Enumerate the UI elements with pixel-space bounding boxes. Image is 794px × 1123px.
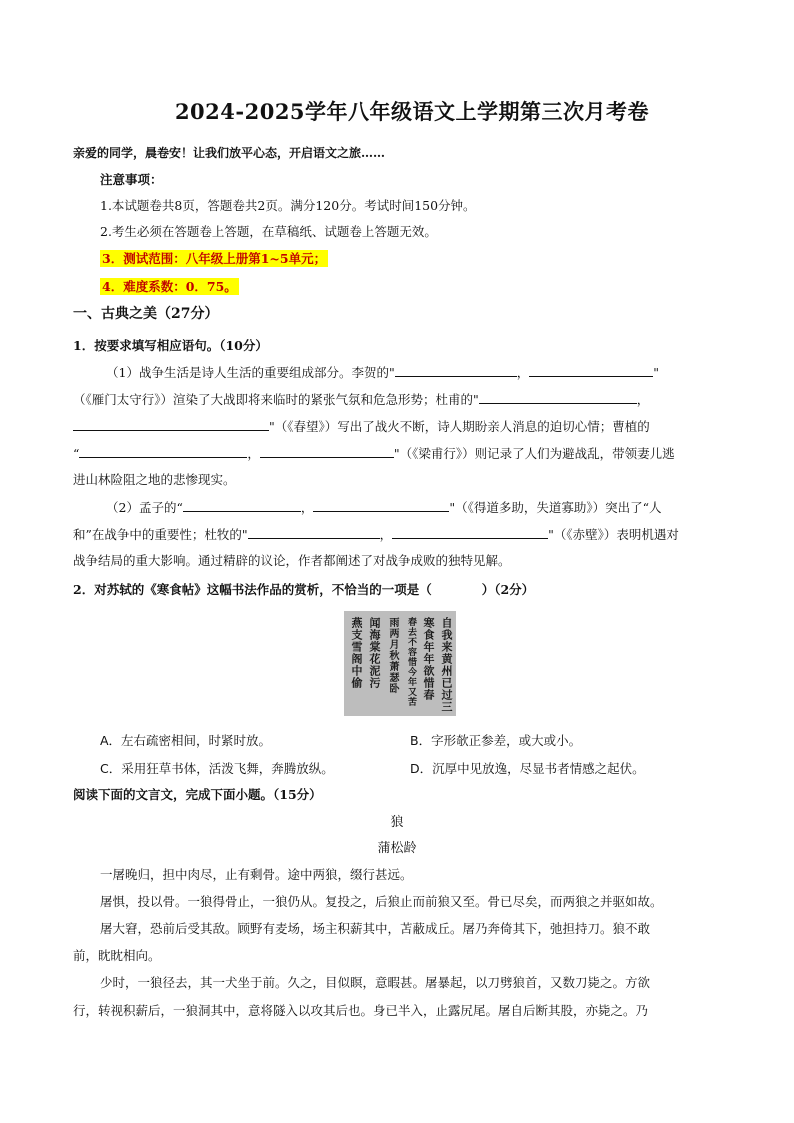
answer-blank[interactable] <box>395 364 517 377</box>
greeting: 亲爱的同学，晨卷安！让我们放平心态，开启语文之旅…… <box>73 146 386 160</box>
passage-line: 屠大窘，恐前后受其敌。顾野有麦场，场主积薪其中，苫蔽成丘。屠乃奔倚其下，弛担持刀。狼不敢 <box>100 921 651 936</box>
notice-item-1: 1.本试题卷共8页，答题卷共2页。满分120分。考试时间150分钟。 <box>100 198 476 213</box>
option-d[interactable]: D．沉厚中见放逸，尽显书者情感之起伏。 <box>410 761 645 776</box>
question-2-stem: 2．对苏轼的《寒食帖》这幅书法作品的赏析，不恰当的一项是（ ）（2分） <box>73 582 535 597</box>
answer-blank[interactable] <box>73 418 269 431</box>
answer-blank[interactable] <box>79 445 247 458</box>
answer-blank[interactable] <box>260 445 394 458</box>
q1-part1-line3: "（《春望》）写出了战火不断，诗人期盼亲人消息的迫切心情；曹植的 <box>73 418 650 435</box>
notice-heading: 注意事项： <box>100 172 163 187</box>
answer-blank[interactable] <box>392 526 548 539</box>
option-a[interactable]: A．左右疏密相间，时紧时放。 <box>100 733 272 748</box>
q1-part2-line3: 战争结局的重大影响。通过精辟的议论，作者都阐述了对战争成败的独特见解。 <box>73 553 511 568</box>
answer-blank[interactable] <box>248 526 380 539</box>
q1-part1-line4: “ ， "（《梁甫行》）则记录了人们为避战乱，带领妻儿逃 <box>73 446 675 461</box>
poem-title: 狼 <box>390 815 404 830</box>
notice-item-3-highlight: 3．测试范围：八年级上册第1~5单元； <box>102 251 327 266</box>
calligraphy-column: 燕支雪阁中偷 <box>350 617 363 689</box>
passage-line: 少时，一狼径去，其一犬坐于前。久之，目似瞑，意暇甚。屠暴起，以刀劈狼首，又数刀毙之。方欲 <box>100 975 651 990</box>
calligraphy-column: 雨两月秋萧瑟卧 <box>387 617 398 694</box>
answer-blank[interactable] <box>183 499 301 512</box>
passage-line: 前，眈眈相向。 <box>73 948 161 963</box>
notice-item-2: 2.考生必须在答题卷上答题，在草稿纸、试题卷上答题无效。 <box>100 224 437 239</box>
passage-line: 屠惧，投以骨。一狼得骨止，一狼仍从。复投之，后狼止而前狼又至。骨已尽矣，而两狼之并驱如故。 <box>100 894 663 909</box>
answer-blank[interactable] <box>313 499 449 512</box>
q1-part1-line2: （《雁门太守行》）渲染了大战即将来临时的紧张气氛和危急形势；杜甫的" ， <box>73 392 650 407</box>
q1-part1-line1: （1）战争生活是诗人生活的重要组成部分。李贺的" ， " <box>106 365 659 380</box>
calligraphy-column: 闻海棠花泥污 <box>368 617 381 689</box>
calligraphy-image <box>344 611 456 716</box>
calligraphy-column: 寒食年年欲惜春 <box>422 617 435 701</box>
question-1-stem: 1．按要求填写相应语句。（10分） <box>73 338 268 353</box>
option-c[interactable]: C．采用狂草书体，活泼飞舞，奔腾放纵。 <box>100 761 334 776</box>
section-1-heading: 一、古典之美（27分） <box>73 306 219 322</box>
passage-line: 一屠晚归，担中肉尽，止有剩骨。途中两狼，缀行甚远。 <box>100 867 413 882</box>
passage-line: 行，转视积薪后，一狼洞其中，意将隧入以攻其后也。身已半入，止露尻尾。屠自后断其股，亦毙之。乃 <box>73 1003 649 1018</box>
calligraphy-column: 春去不容惜今年又苦 <box>406 617 416 707</box>
page-title: 2024-2025学年八年级语文上学期第三次月考卷 <box>174 99 650 124</box>
calligraphy-column: 自我来黄州已过三 <box>440 617 453 713</box>
q1-part1-line5: 进山林险阻之地的悲惨现实。 <box>73 472 236 487</box>
reading-stem: 阅读下面的文言文，完成下面小题。（15分） <box>73 787 322 802</box>
notice-item-4-highlight: 4．难度系数：0．75。 <box>102 279 237 294</box>
answer-blank[interactable] <box>479 391 637 404</box>
option-b[interactable]: B．字形欹正参差，或大或小。 <box>410 733 582 748</box>
q1-part2-line1: （2）孟子的“ ， "（《得道多助，失道寡助》）突出了“人 <box>106 500 662 515</box>
answer-blank[interactable] <box>529 364 653 377</box>
poem-author: 蒲松龄 <box>377 841 417 856</box>
q1-part2-line2: 和”在战争中的重要性；杜牧的" ， "（《赤壁》）表明机遇对 <box>73 527 679 542</box>
